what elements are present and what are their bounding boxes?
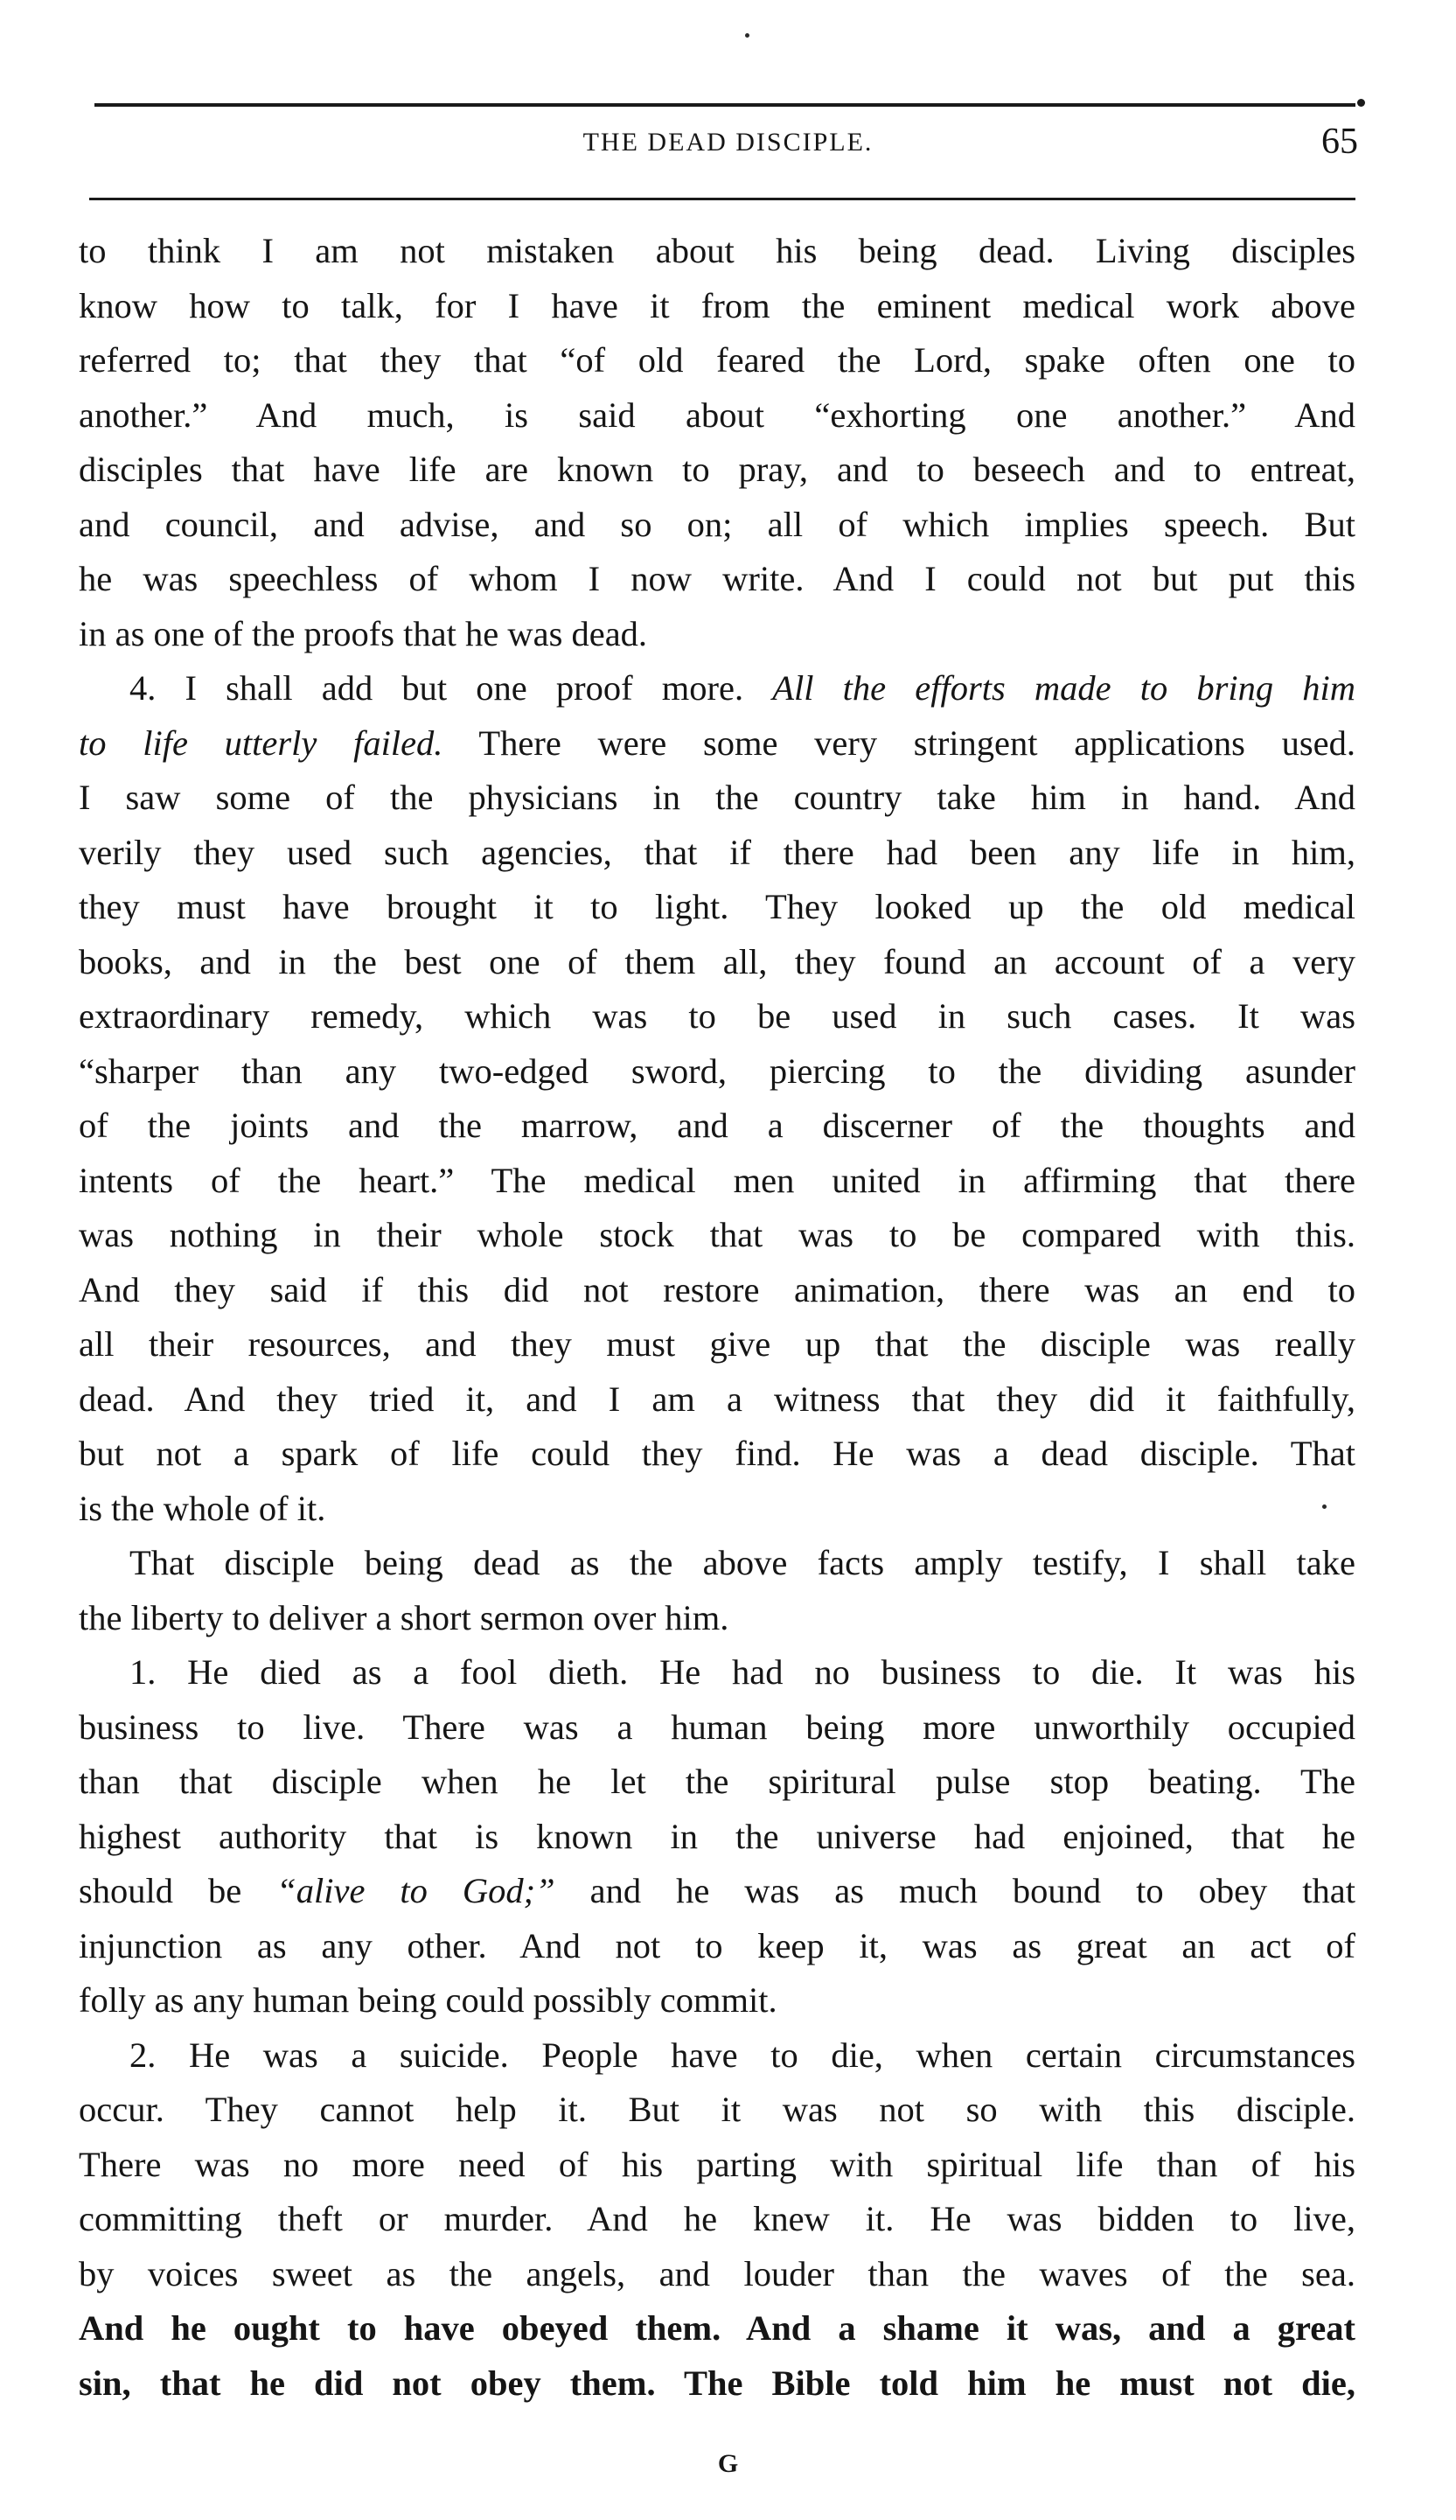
rule-ornament-dot	[1357, 99, 1365, 107]
text-line	[79, 1044, 1355, 1099]
text-line	[79, 2356, 1355, 2412]
text-line	[79, 661, 1355, 716]
line-text: was nothing in their whole stock that was to be compared with this.	[79, 1215, 1355, 1254]
italic-phrase: “alive to God;”	[276, 1871, 555, 1910]
text-line	[79, 2192, 1355, 2247]
line-text: and he was as much bound to obey that	[589, 1871, 1356, 1910]
line-text: all their resources, and they must give up that the disciple was really	[79, 1324, 1355, 1364]
line-text: sin, that he did not obey them. The Bible told him he must not die,	[79, 2363, 1355, 2403]
text-line	[79, 1536, 1355, 1591]
line-text: 4. I shall add but one proof more.	[129, 668, 744, 708]
line-text: another.” And much, is said about “exhorting one another.” And	[79, 394, 1355, 435]
text-line	[79, 2247, 1355, 2302]
line-text: to think I am not mistaken about his being dead. Living disciples	[79, 231, 1355, 270]
line-text: And he ought to have obeyed them. And a shame it was, and a great	[79, 2308, 1355, 2348]
text-line	[79, 388, 1355, 443]
line-text: dead. And they tried it, and I am a witness that they did it faithfully,	[79, 1379, 1355, 1419]
text-line	[79, 1973, 1355, 2028]
ink-speck	[745, 33, 749, 38]
line-text: highest authority that is known in the universe had enjoined, that he	[79, 1816, 1355, 1856]
running-head	[0, 121, 1456, 173]
page-number: 65	[1321, 122, 1358, 162]
signature-mark: G	[717, 2449, 739, 2478]
line-text: intents of the heart.” The medical men united in affirming that there	[79, 1160, 1355, 1200]
line-text: 2. He was a suicide. People have to die, when certain circumstances	[129, 2035, 1355, 2075]
line-text: folly as any human being could possibly commit.	[79, 1980, 777, 2020]
text-line	[79, 2028, 1355, 2084]
body-text	[79, 224, 1355, 2411]
text-line	[79, 1919, 1355, 1974]
line-text: know how to talk, for I have it from the eminent medical work above	[79, 285, 1355, 325]
line-text: And they said if this did not restore animation, there was an end to	[79, 1269, 1355, 1309]
text-line	[79, 2083, 1355, 2138]
text-line	[79, 2138, 1355, 2193]
ink-speck	[1322, 1504, 1327, 1509]
text-line	[79, 880, 1355, 935]
text-line	[79, 279, 1355, 334]
line-text: should be	[79, 1871, 242, 1910]
text-line	[79, 935, 1355, 990]
text-line	[79, 716, 1355, 771]
line-text: “sharper than any two-edged sword, piercing to the dividing asunder	[79, 1051, 1355, 1091]
line-text: and council, and advise, and so on; all of which implies speech. But	[79, 504, 1355, 544]
text-line	[79, 443, 1355, 498]
text-line	[79, 1810, 1355, 1865]
line-text: books, and in the best one of them all, they found an account of a very	[79, 941, 1355, 981]
running-title: THE DEAD DISCIPLE.	[582, 128, 874, 157]
top-rule	[94, 103, 1355, 107]
line-text: is the whole of it.	[79, 1488, 326, 1528]
text-line	[79, 1154, 1355, 1209]
text-line	[79, 2301, 1355, 2356]
text-line	[79, 1645, 1355, 1700]
line-text: There were some very stringent applications used.	[478, 722, 1356, 763]
line-text: referred to; that they that “of old feared the Lord, spake often one to	[79, 340, 1355, 380]
italic-phrase: All the efforts made to bring him	[772, 668, 1356, 708]
line-text: There was no more need of his parting with spiritual life than of his	[79, 2144, 1355, 2184]
line-text: verily they used such agencies, that if there had been any life in him,	[79, 832, 1355, 872]
line-text: That disciple being dead as the above facts amply testify, I shall take	[129, 1543, 1355, 1582]
line-text: committing theft or murder. And he knew it. He was bidden to live,	[79, 2199, 1355, 2238]
italic-phrase: to life utterly failed.	[79, 722, 443, 763]
text-line	[79, 333, 1355, 388]
text-line	[79, 1700, 1355, 1756]
text-line	[79, 1482, 1355, 1537]
text-line	[79, 1317, 1355, 1372]
text-line	[79, 1099, 1355, 1154]
text-line	[79, 1755, 1355, 1810]
text-line	[79, 1427, 1355, 1482]
text-line	[79, 1208, 1355, 1263]
line-text: injunction as any other. And not to keep it, was as great an act of	[79, 1925, 1355, 1965]
line-text: they must have brought it to light. They looked up the old medical	[79, 887, 1355, 926]
text-line	[79, 498, 1355, 553]
text-line	[79, 1263, 1355, 1318]
line-text: extraordinary remedy, which was to be used in such cases. It was	[79, 996, 1355, 1036]
line-text: the liberty to deliver a short sermon over him.	[79, 1597, 729, 1637]
line-text: he was speechless of whom I now write. And I could not but put this	[79, 559, 1355, 598]
line-text: of the joints and the marrow, and a discerner of the thoughts and	[79, 1106, 1355, 1145]
line-text: in as one of the proofs that he was dead.	[79, 613, 648, 653]
line-text: disciples that have life are known to pray, and to beseech and to entreat,	[79, 450, 1355, 489]
line-text: than that disciple when he let the spiritural pulse stop beating. The	[79, 1762, 1355, 1801]
text-line	[79, 1372, 1355, 1428]
text-line	[79, 552, 1355, 607]
text-line	[79, 607, 1355, 662]
text-line	[79, 1864, 1355, 1919]
line-text: occur. They cannot help it. But it was not so with this disciple.	[79, 2090, 1355, 2129]
line-text: by voices sweet as the angels, and louder than the waves of the sea.	[79, 2253, 1355, 2293]
line-text: business to live. There was a human being more unworthily occupied	[79, 1707, 1355, 1747]
line-text: but not a spark of life could they find. He was a dead disciple. That	[79, 1434, 1355, 1473]
line-text: I saw some of the physicians in the country take him in hand. And	[79, 778, 1355, 817]
text-line	[79, 826, 1355, 881]
text-line	[79, 1591, 1355, 1646]
text-line	[79, 771, 1355, 826]
text-line	[79, 989, 1355, 1044]
text-line	[79, 224, 1355, 279]
header-rule	[89, 198, 1355, 200]
line-text: 1. He died as a fool dieth. He had no business to die. It was his	[129, 1652, 1355, 1692]
